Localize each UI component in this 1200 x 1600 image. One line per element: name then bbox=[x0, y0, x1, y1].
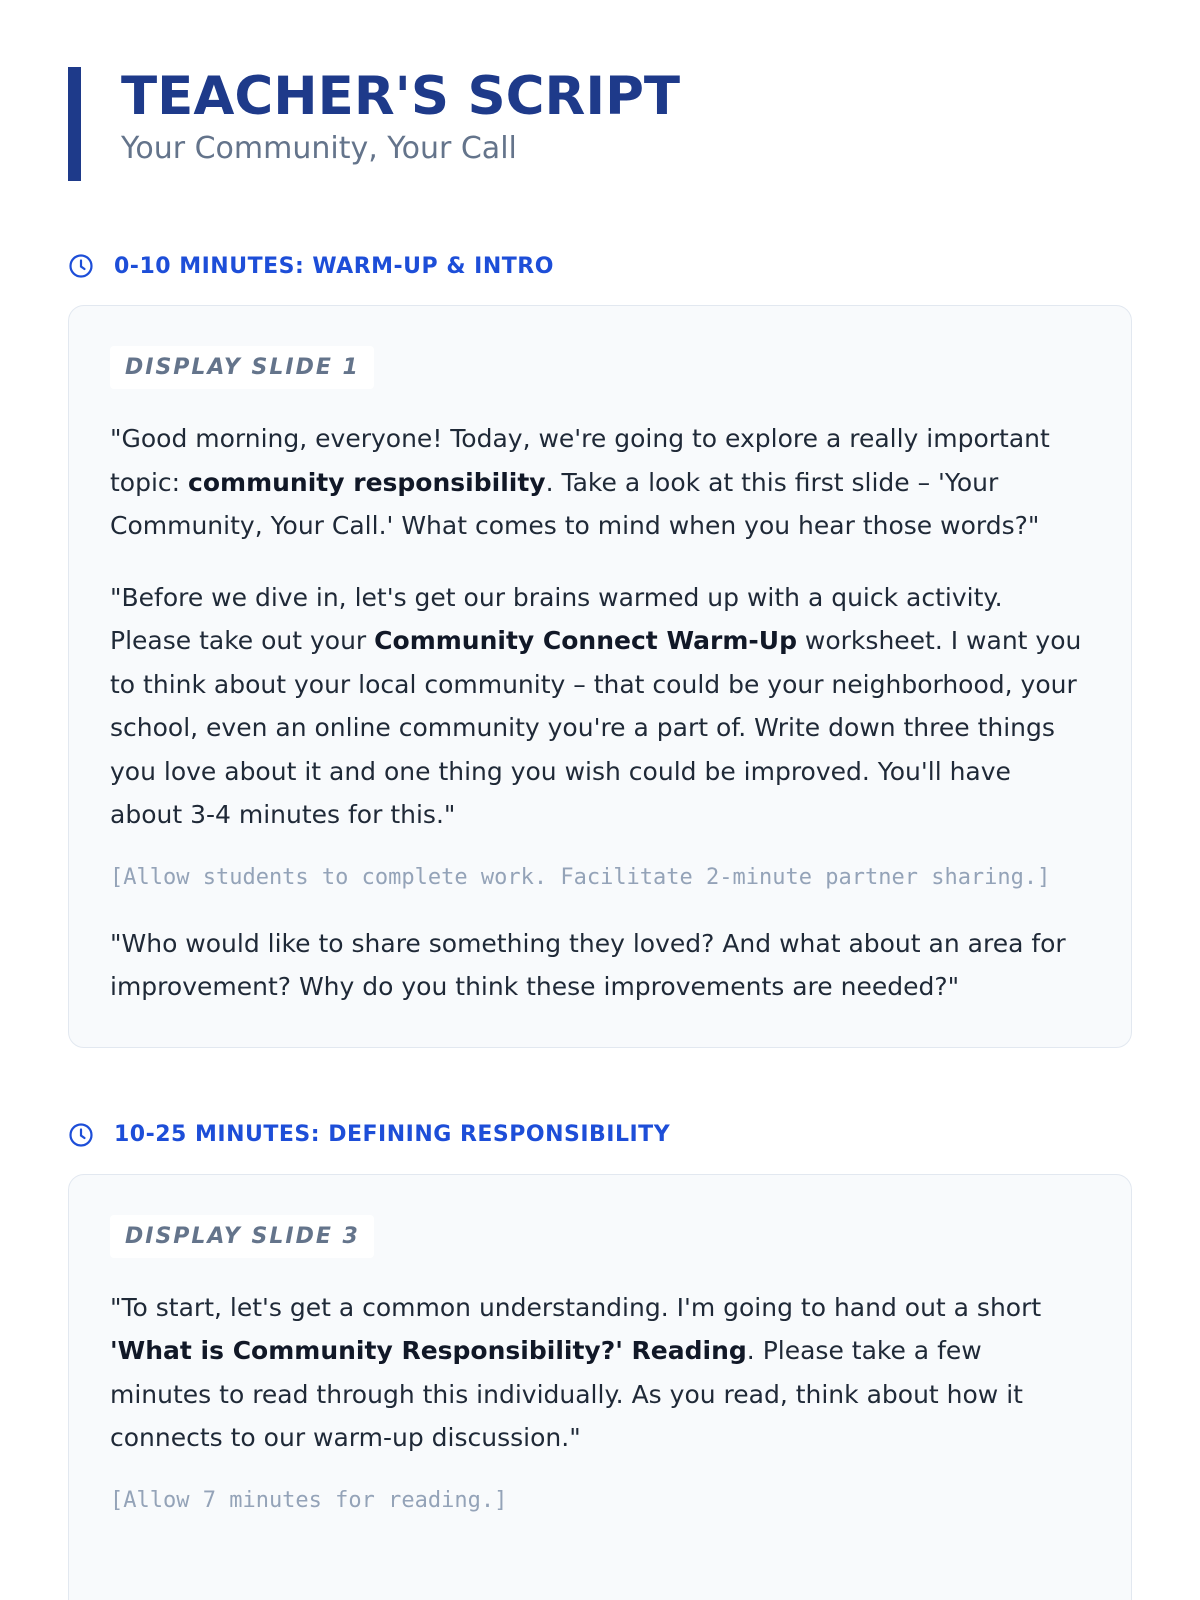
paragraph-text: "To start, let's get a common understanding. I'm going to hand out a short bbox=[110, 1292, 1042, 1322]
clock-icon bbox=[68, 1122, 94, 1148]
paragraph-text: . Take a look at this first slide – 'Your Community, Your Call.' What comes to mind when you hear those words?" bbox=[110, 467, 1040, 540]
section-header-warm-up bbox=[68, 249, 1132, 283]
script-card-warm-up bbox=[68, 305, 1132, 1048]
slide-tag: DISPLAY SLIDE 1 bbox=[110, 346, 374, 389]
teacher-script-page bbox=[0, 67, 1200, 1600]
section-time-label: 0-10 MINUTES: WARM-UP & INTRO bbox=[114, 253, 554, 279]
stage-direction: [Allow students to complete work. Facilitate 2-minute partner sharing.] bbox=[110, 864, 1051, 890]
header bbox=[68, 67, 1132, 181]
script-card-defining-responsibility bbox=[68, 1174, 1132, 1600]
paragraph-emphasis: community responsibility bbox=[188, 467, 546, 497]
stage-direction: [Allow 7 minutes for reading.] bbox=[110, 1487, 508, 1513]
paragraph-emphasis: Community Connect Warm-Up bbox=[374, 626, 797, 655]
clock-icon bbox=[68, 253, 94, 279]
section-header-defining-responsibility bbox=[68, 1118, 1132, 1152]
page-subtitle: Your Community, Your Call bbox=[121, 131, 517, 166]
script-paragraph bbox=[110, 1286, 1090, 1460]
script-paragraph: "Who would like to share something they loved? And what about an area for improvement? Why do you think these improvements are needed?" bbox=[110, 928, 1066, 1001]
paragraph-text: "Good morning, everyone! Today, we're going to explore a really important topic: bbox=[110, 424, 1050, 497]
slide-tag: DISPLAY SLIDE 3 bbox=[110, 1215, 374, 1258]
accent-bar bbox=[68, 67, 81, 181]
paragraph-text: "Before we dive in, let's get our brains warmed up with a quick activity. Please take out your bbox=[110, 582, 1003, 655]
script-paragraph bbox=[110, 417, 1090, 548]
page-title: TEACHER'S SCRIPT bbox=[121, 66, 681, 127]
section-time-label: 10-25 MINUTES: DEFINING RESPONSIBILITY bbox=[114, 1122, 671, 1147]
script-paragraph bbox=[110, 576, 1090, 837]
paragraph-emphasis: 'What is Community Responsibility?' Reading bbox=[110, 1336, 747, 1365]
paragraph-text: worksheet. I want you to think about your local community – that could be your neighborhood, your school, even an online community you're a part of. Write down three things you love about it and one thing you wish could be improved. You'll have about 3-4 minutes for this." bbox=[110, 626, 1082, 829]
paragraph-text: . Please take a few minutes to read through this individually. As you read, think about how it connects to our warm-up discussion." bbox=[110, 1336, 1023, 1452]
